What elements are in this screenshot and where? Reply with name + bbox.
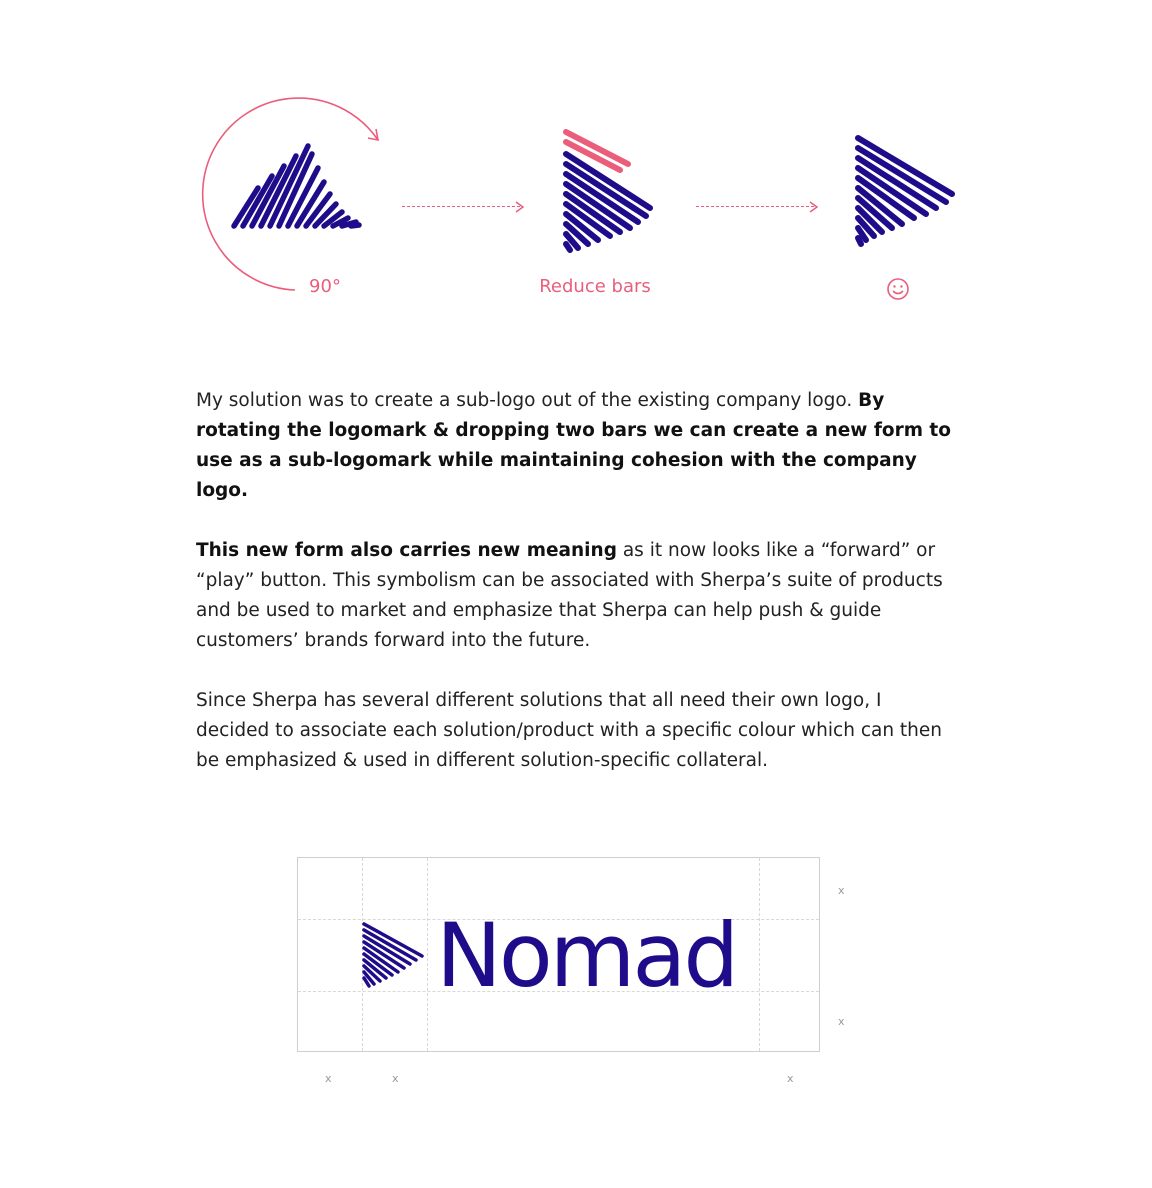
- clearspace-x-bottom-mid: x: [392, 1072, 399, 1085]
- p3-text: Since Sherpa has several different solutions that all need their own logo, I decided to associate each solution/product with a specific colour which can then be emphasized & used in different solution-specific collateral.: [196, 690, 943, 771]
- arrow-1-line: [402, 206, 520, 207]
- arrow-2-head-icon: [808, 200, 820, 214]
- step2-caption: Reduce bars: [539, 276, 651, 297]
- p2-bold: This new form also carries new meaning: [196, 540, 617, 561]
- arrow-1-head-icon: [514, 200, 526, 214]
- step1-caption: 90°: [309, 276, 341, 297]
- p1-bold: By rotating the logomark & dropping two bars we can create a new form to use as a sub-logomark while maintaining cohesion with the company logo.: [196, 390, 951, 501]
- paragraph-3: [196, 686, 956, 776]
- arrow-2-line: [696, 206, 814, 207]
- p2-normal: as it now looks like a “forward” or “play” button. This symbolism can be associated with Sherpa’s suite of products and be used to market and emphasize that Sherpa can help push & guide customers’ brands forward into the future.: [196, 540, 943, 651]
- sub-logomark-icon: [852, 132, 962, 256]
- logomark-rotated-icon: [560, 128, 660, 258]
- clearspace-x-bottom-right: x: [787, 1072, 794, 1085]
- clearspace-x-right-bottom: x: [838, 1015, 845, 1028]
- clearspace-x-right-top: x: [838, 884, 845, 897]
- logomark-original-icon: [228, 138, 368, 234]
- nomad-mark-icon: [360, 920, 426, 992]
- smiley-icon: [886, 277, 910, 301]
- paragraph-2: [196, 536, 956, 656]
- guide-left-2: [427, 858, 428, 1051]
- process-diagram: [0, 0, 1152, 330]
- guide-right: [759, 858, 760, 1051]
- clearspace-x-bottom-left: x: [325, 1072, 332, 1085]
- paragraph-1: [196, 386, 956, 506]
- p1-normal: My solution was to create a sub-logo out of the existing company logo.: [196, 390, 859, 411]
- nomad-wordmark: Nomad: [436, 904, 737, 1007]
